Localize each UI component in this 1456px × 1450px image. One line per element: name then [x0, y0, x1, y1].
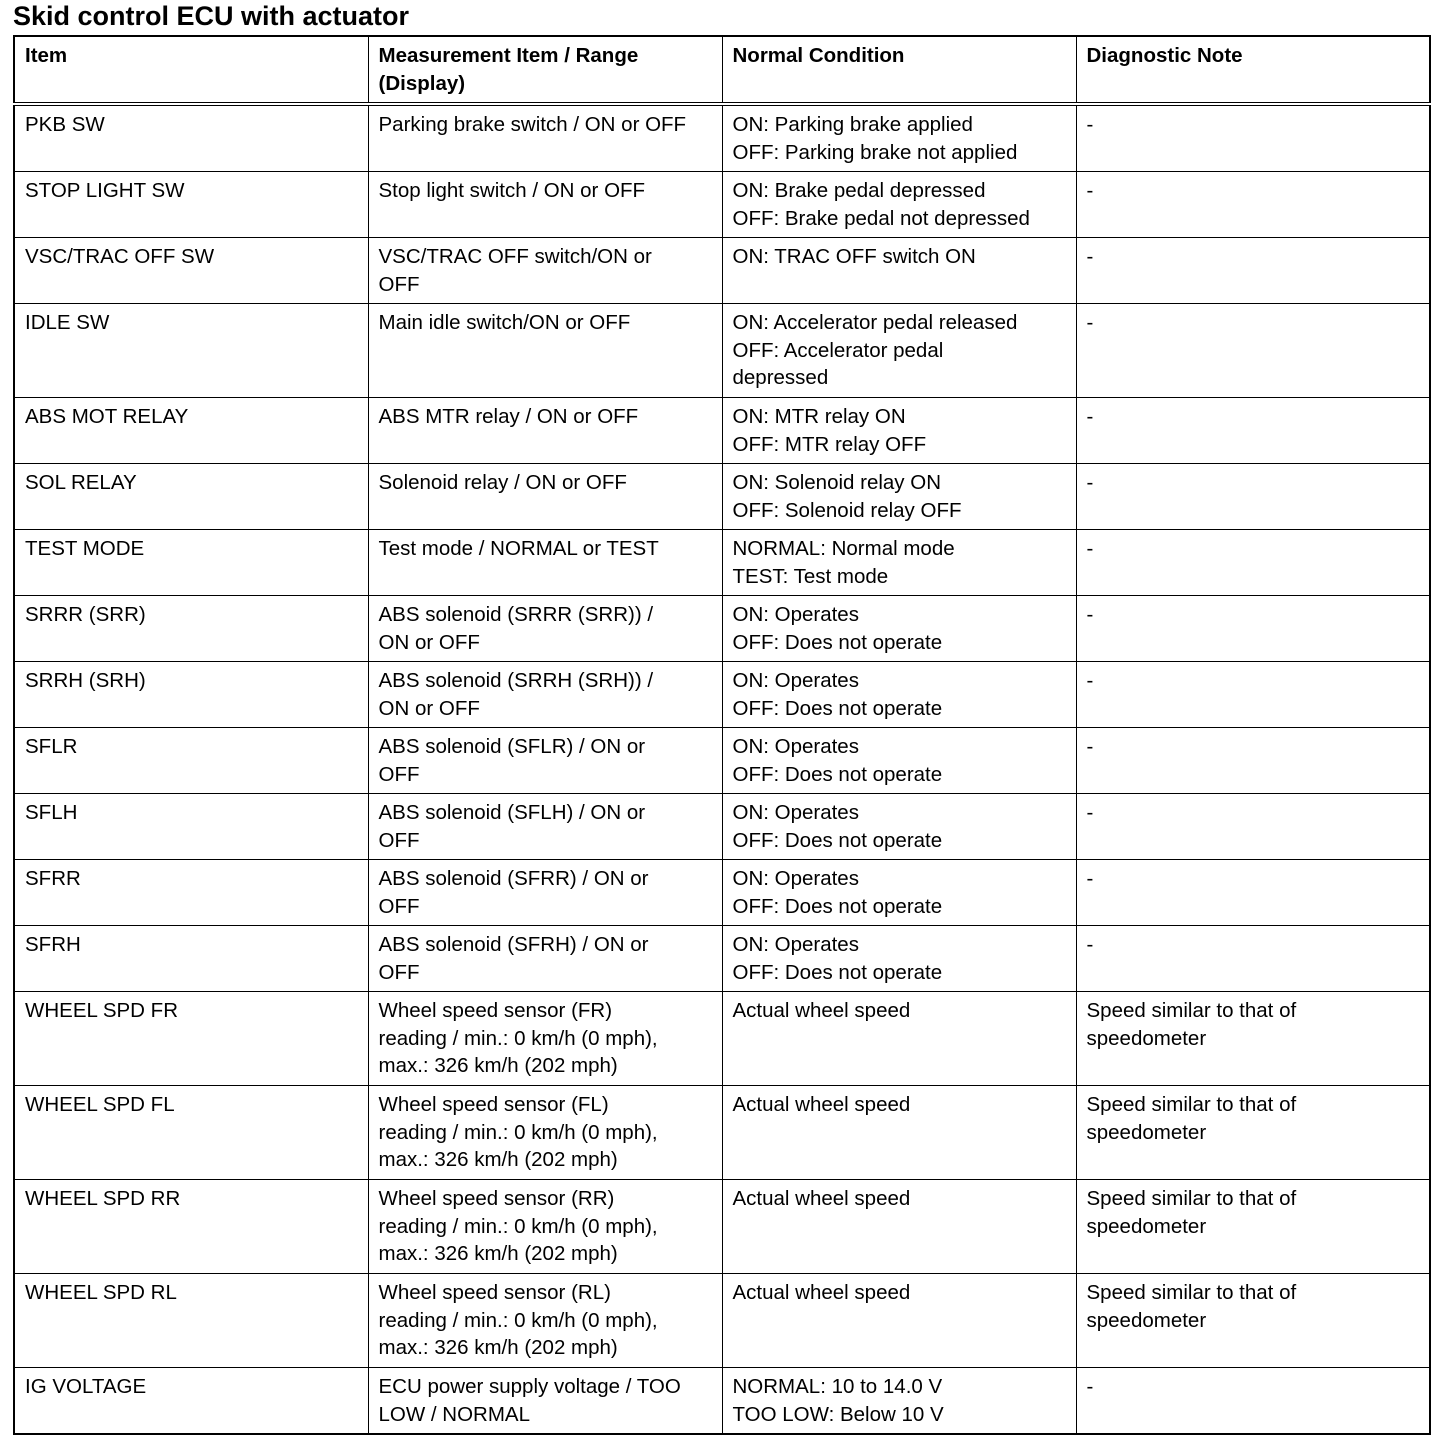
- cell-normal: ON: Operates OFF: Does not operate: [722, 794, 1076, 860]
- cell-item: STOP LIGHT SW: [14, 172, 368, 238]
- cell-measurement: Wheel speed sensor (RR) reading / min.: 0 km/h (0 mph), max.: 326 km/h (202 mph): [368, 1180, 722, 1274]
- cell-normal: NORMAL: Normal mode TEST: Test mode: [722, 530, 1076, 596]
- cell-item: SRRR (SRR): [14, 596, 368, 662]
- cell-normal: ON: Brake pedal depressed OFF: Brake pedal not depressed: [722, 172, 1076, 238]
- cell-note: Speed similar to that of speedometer: [1076, 1086, 1430, 1180]
- table-row: [14, 530, 1430, 596]
- cell-measurement: ABS solenoid (SFRR) / ON or OFF: [368, 860, 722, 926]
- cell-normal: ON: MTR relay ON OFF: MTR relay OFF: [722, 398, 1076, 464]
- cell-normal: ON: Operates OFF: Does not operate: [722, 596, 1076, 662]
- cell-normal: Actual wheel speed: [722, 992, 1076, 1086]
- cell-item: SFRR: [14, 860, 368, 926]
- table-row: [14, 860, 1430, 926]
- cell-note: -: [1076, 104, 1430, 172]
- cell-normal: ON: Solenoid relay ON OFF: Solenoid relay OFF: [722, 464, 1076, 530]
- cell-measurement: Wheel speed sensor (RL) reading / min.: 0 km/h (0 mph), max.: 326 km/h (202 mph): [368, 1274, 722, 1368]
- cell-measurement: Solenoid relay / ON or OFF: [368, 464, 722, 530]
- cell-note: -: [1076, 662, 1430, 728]
- cell-note: Speed similar to that of speedometer: [1076, 992, 1430, 1086]
- table-row: [14, 464, 1430, 530]
- cell-item: WHEEL SPD RL: [14, 1274, 368, 1368]
- cell-note: -: [1076, 596, 1430, 662]
- cell-note: -: [1076, 1368, 1430, 1435]
- table-row: [14, 596, 1430, 662]
- cell-item: WHEEL SPD FL: [14, 1086, 368, 1180]
- cell-measurement: Parking brake switch / ON or OFF: [368, 104, 722, 172]
- cell-measurement: Wheel speed sensor (FL) reading / min.: 0 km/h (0 mph), max.: 326 km/h (202 mph): [368, 1086, 722, 1180]
- cell-item: SFLH: [14, 794, 368, 860]
- cell-normal: ON: Operates OFF: Does not operate: [722, 728, 1076, 794]
- header-row: [14, 36, 1430, 104]
- cell-item: TEST MODE: [14, 530, 368, 596]
- cell-measurement: ABS solenoid (SFRH) / ON or OFF: [368, 926, 722, 992]
- cell-normal: NORMAL: 10 to 14.0 V TOO LOW: Below 10 V: [722, 1368, 1076, 1435]
- cell-note: -: [1076, 794, 1430, 860]
- cell-normal: ON: Operates OFF: Does not operate: [722, 860, 1076, 926]
- table-row: [14, 728, 1430, 794]
- cell-item: SFLR: [14, 728, 368, 794]
- table-row: [14, 992, 1430, 1086]
- cell-item: SFRH: [14, 926, 368, 992]
- cell-measurement: ABS solenoid (SFLH) / ON or OFF: [368, 794, 722, 860]
- cell-item: IG VOLTAGE: [14, 1368, 368, 1435]
- cell-note: -: [1076, 728, 1430, 794]
- cell-normal: ON: Operates OFF: Does not operate: [722, 662, 1076, 728]
- cell-item: VSC/TRAC OFF SW: [14, 238, 368, 304]
- cell-normal: ON: TRAC OFF switch ON: [722, 238, 1076, 304]
- cell-measurement: ABS solenoid (SRRH (SRH)) / ON or OFF: [368, 662, 722, 728]
- cell-note: -: [1076, 304, 1430, 398]
- page-title: Skid control ECU with actuator: [13, 1, 410, 31]
- header-diagnostic-note: Diagnostic Note: [1076, 36, 1430, 104]
- cell-item: PKB SW: [14, 104, 368, 172]
- cell-measurement: Main idle switch/ON or OFF: [368, 304, 722, 398]
- header-normal-condition: Normal Condition: [722, 36, 1076, 104]
- cell-normal: ON: Parking brake applied OFF: Parking brake not applied: [722, 104, 1076, 172]
- data-table: [13, 35, 1431, 1435]
- cell-measurement: ECU power supply voltage / TOO LOW / NORMAL: [368, 1368, 722, 1435]
- table-row: [14, 1368, 1430, 1435]
- cell-item: WHEEL SPD RR: [14, 1180, 368, 1274]
- cell-note: Speed similar to that of speedometer: [1076, 1274, 1430, 1368]
- cell-normal: ON: Accelerator pedal released OFF: Accelerator pedal depressed: [722, 304, 1076, 398]
- cell-note: Speed similar to that of speedometer: [1076, 1180, 1430, 1274]
- cell-measurement: VSC/TRAC OFF switch/ON or OFF: [368, 238, 722, 304]
- table-row: [14, 304, 1430, 398]
- table-row: [14, 926, 1430, 992]
- table-row: [14, 172, 1430, 238]
- table-row: [14, 398, 1430, 464]
- cell-item: IDLE SW: [14, 304, 368, 398]
- cell-normal: Actual wheel speed: [722, 1086, 1076, 1180]
- cell-normal: Actual wheel speed: [722, 1274, 1076, 1368]
- cell-measurement: Test mode / NORMAL or TEST: [368, 530, 722, 596]
- cell-note: -: [1076, 860, 1430, 926]
- table-row: [14, 238, 1430, 304]
- cell-note: -: [1076, 398, 1430, 464]
- cell-note: -: [1076, 238, 1430, 304]
- cell-note: -: [1076, 172, 1430, 238]
- cell-measurement: ABS solenoid (SFLR) / ON or OFF: [368, 728, 722, 794]
- table-row: [14, 794, 1430, 860]
- table-row: [14, 104, 1430, 172]
- header-item: Item: [14, 36, 368, 104]
- cell-item: ABS MOT RELAY: [14, 398, 368, 464]
- cell-item: SOL RELAY: [14, 464, 368, 530]
- cell-item: SRRH (SRH): [14, 662, 368, 728]
- table-row: [14, 1180, 1430, 1274]
- header-measurement: Measurement Item / Range (Display): [368, 36, 722, 104]
- table-row: [14, 1274, 1430, 1368]
- cell-measurement: Stop light switch / ON or OFF: [368, 172, 722, 238]
- table-row: [14, 662, 1430, 728]
- cell-item: WHEEL SPD FR: [14, 992, 368, 1086]
- cell-normal: ON: Operates OFF: Does not operate: [722, 926, 1076, 992]
- cell-note: -: [1076, 464, 1430, 530]
- cell-measurement: Wheel speed sensor (FR) reading / min.: 0 km/h (0 mph), max.: 326 km/h (202 mph): [368, 992, 722, 1086]
- cell-measurement: ABS MTR relay / ON or OFF: [368, 398, 722, 464]
- table-row: [14, 1086, 1430, 1180]
- cell-normal: Actual wheel speed: [722, 1180, 1076, 1274]
- cell-note: -: [1076, 530, 1430, 596]
- cell-note: -: [1076, 926, 1430, 992]
- cell-measurement: ABS solenoid (SRRR (SRR)) / ON or OFF: [368, 596, 722, 662]
